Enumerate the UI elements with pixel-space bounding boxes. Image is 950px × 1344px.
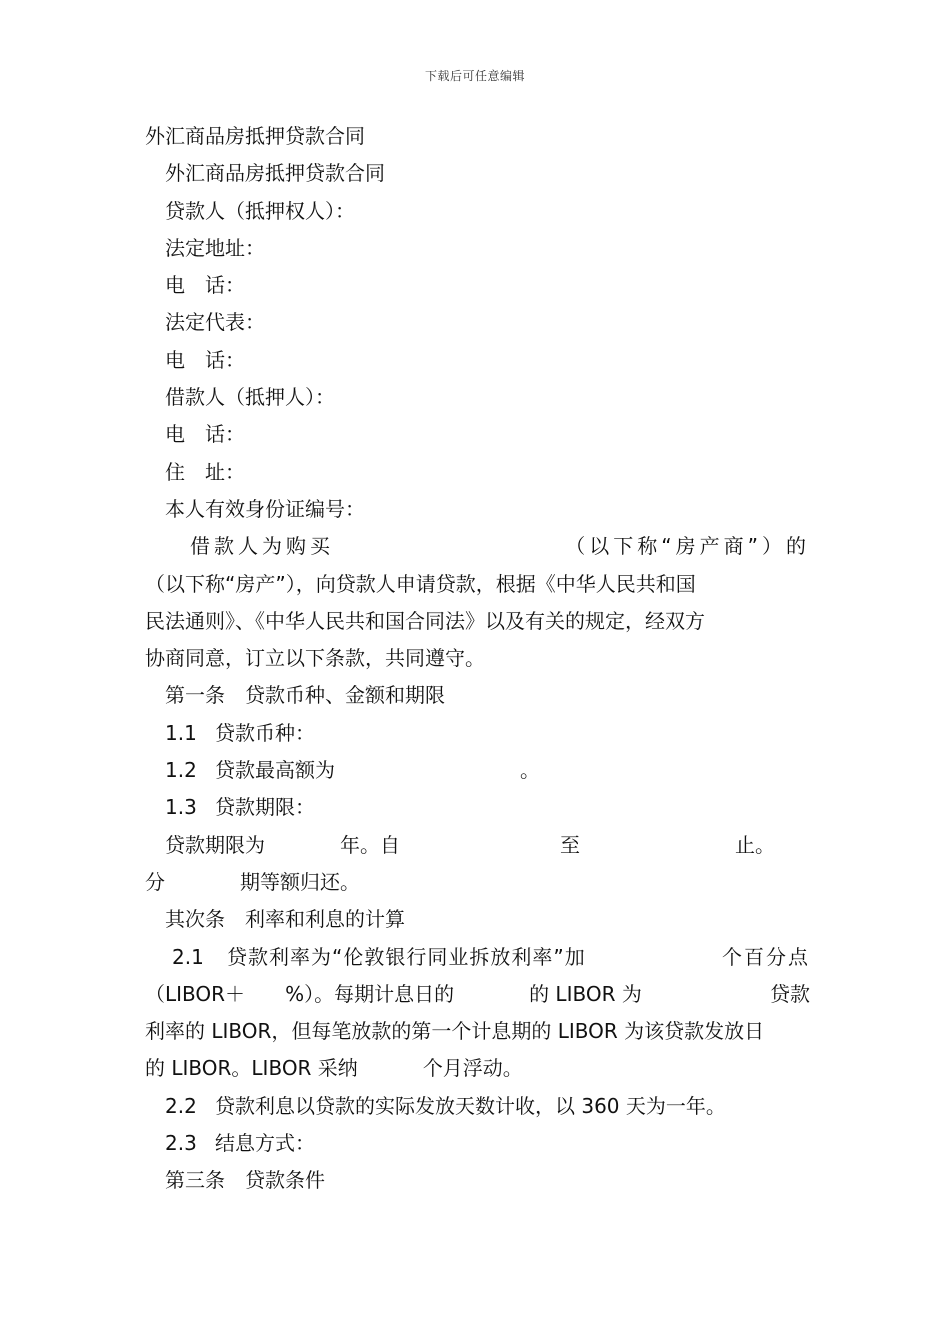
clause-text: 贷款币种： bbox=[215, 720, 315, 745]
clause-text: 结息方式： bbox=[215, 1131, 315, 1156]
phone-label: 电 话： bbox=[165, 422, 245, 447]
clause-text: 年。自 bbox=[340, 832, 400, 857]
paragraph-line: （以下称“房产”），向贷款人申请贷款，根据《中华人民共和国 bbox=[145, 571, 696, 596]
clause-text: 的 LIBOR。LIBOR 采纳 bbox=[145, 1056, 358, 1081]
clause-number: 1.1 bbox=[165, 720, 197, 745]
clause-line bbox=[145, 827, 810, 864]
contract-body bbox=[145, 118, 810, 1200]
clause-text: 分 bbox=[145, 869, 165, 894]
paragraph-text: （以下称“房产商”）的 bbox=[565, 534, 810, 559]
page-header: 下载后可任意编辑 bbox=[424, 69, 525, 83]
clause-line bbox=[145, 789, 810, 826]
clause-number: 2.2 bbox=[165, 1093, 197, 1118]
clause-text: 贷款最高额为 bbox=[215, 758, 335, 783]
paragraph-line: 民法通则》、《中华人民共和国合同法》以及有关的规定，经双方 bbox=[145, 608, 705, 633]
clause-text: 。 bbox=[520, 758, 540, 783]
clause-text: 贷款利息以贷款的实际发放天数计收，以 360 天为一年。 bbox=[215, 1093, 726, 1118]
clause-line bbox=[145, 715, 810, 752]
clause-text: 至 bbox=[560, 832, 580, 857]
paragraph-line: 协商同意，订立以下条款，共同遵守。 bbox=[145, 646, 485, 671]
clause-text: 贷款期限为 bbox=[165, 832, 265, 857]
lender-label: 贷款人（抵押权人）： bbox=[165, 198, 355, 223]
clause-text: 贷款 bbox=[770, 981, 810, 1006]
residence-label: 住 址： bbox=[165, 459, 245, 484]
doc-title: 外汇商品房抵押贷款合同 bbox=[145, 124, 365, 148]
clause-text: 贷款期限： bbox=[215, 795, 315, 820]
clause-text: 期等额归还。 bbox=[240, 869, 360, 894]
address-label: 法定地址： bbox=[165, 235, 265, 260]
clause-text: （LIBOR＋ bbox=[145, 981, 246, 1006]
clause-line bbox=[145, 1088, 810, 1125]
clause-line bbox=[145, 864, 810, 901]
clause-number: 1.3 bbox=[165, 795, 197, 820]
clause-line bbox=[145, 1125, 810, 1162]
paragraph-text: 借款人为购买 bbox=[190, 534, 334, 559]
phone-label: 电 话： bbox=[165, 347, 245, 372]
clause-line bbox=[145, 976, 810, 1013]
clause-text: %）。每期计息日的 bbox=[285, 981, 455, 1006]
clause-text: 的 LIBOR 为 bbox=[529, 981, 642, 1006]
clause-text: 止。 bbox=[735, 832, 775, 857]
paragraph-line bbox=[145, 528, 810, 565]
clause-line bbox=[145, 752, 810, 789]
article-heading: 第一条 贷款币种、金额和期限 bbox=[165, 683, 445, 708]
phone-label: 电 话： bbox=[165, 273, 245, 298]
clause-text: 贷款利率为“伦敦银行同业拆放利率”加 bbox=[227, 944, 586, 969]
borrower-label: 借款人（抵押人）： bbox=[165, 385, 335, 410]
clause-text: 个月浮动。 bbox=[422, 1056, 523, 1081]
representative-label: 法定代表： bbox=[165, 310, 265, 335]
clause-text: 个百分点 bbox=[722, 944, 810, 969]
clause-number: 1.2 bbox=[165, 758, 197, 783]
article-heading: 第三条 贷款条件 bbox=[165, 1168, 325, 1193]
clause-line bbox=[145, 939, 810, 976]
clause-line bbox=[145, 1050, 810, 1087]
clause-number: 2.3 bbox=[165, 1131, 197, 1156]
clause-line: 利率的 LIBOR，但每笔放款的第一个计息期的 LIBOR 为该贷款发放日 bbox=[145, 1019, 765, 1044]
clause-number: 2.1 bbox=[172, 944, 204, 969]
contract-heading: 外汇商品房抵押贷款合同 bbox=[165, 161, 385, 186]
article-heading: 其次条 利率和利息的计算 bbox=[165, 907, 405, 932]
id-number-label: 本人有效身份证编号： bbox=[165, 496, 365, 521]
